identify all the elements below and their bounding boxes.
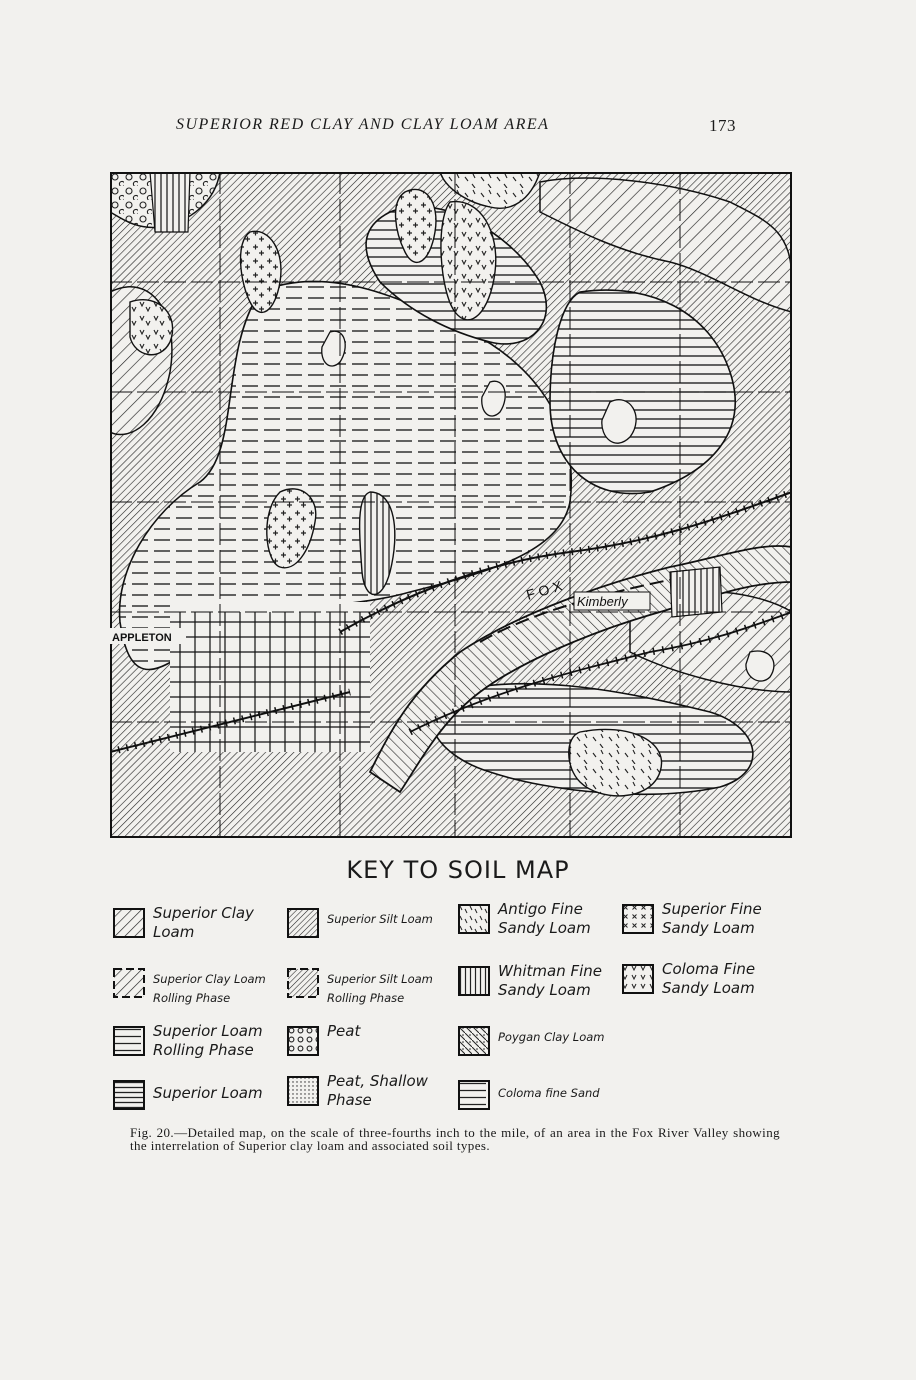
legend-label: Coloma Fine Sandy Loam <box>662 960 756 997</box>
map-label-kimberly: Kimberly <box>577 594 628 609</box>
legend-label: Superior Loam Rolling Phase <box>153 1022 263 1059</box>
legend-label: Peat, Shallow Phase <box>327 1072 428 1109</box>
swatch-diag-light-broken <box>113 968 145 998</box>
swatch-circles <box>287 1026 319 1056</box>
legend-label: Superior Clay Loam <box>153 904 254 941</box>
swatch-diag-dense-broken <box>287 968 319 998</box>
figure-caption: Fig. 20.—Detailed map, on the scale of three-fourths inch to the mile, of an area in the Fox River Valley showing the interrelation of Superior clay loam and associated soil types. <box>130 1125 780 1153</box>
swatch-crosses <box>622 904 654 934</box>
swatch-diag-dots <box>458 1026 490 1056</box>
legend-label: Peat <box>327 1022 361 1040</box>
swatch-horiz-dash <box>458 1080 490 1110</box>
map-regions <box>110 172 792 838</box>
soil-map <box>110 172 792 838</box>
swatch-diag-dense <box>287 908 319 938</box>
map-label-river: F O X <box>524 577 564 603</box>
legend-item-peat <box>287 1022 437 1068</box>
legend-label: Antigo Fine Sandy Loam <box>498 900 591 937</box>
legend-item-antigo-fine-sandy-loam <box>458 900 618 946</box>
swatch-horiz <box>113 1080 145 1110</box>
legend-item-superior-clay-loam-rolling <box>113 964 288 1010</box>
legend-item-superior-loam-rolling <box>113 1022 283 1068</box>
legend-title: KEY TO SOIL MAP <box>346 856 570 884</box>
swatch-diag-light <box>113 908 145 938</box>
legend-item-superior-clay-loam <box>113 904 283 950</box>
legend-label: Superior Loam <box>153 1084 263 1102</box>
legend-item-superior-silt-loam <box>287 904 457 950</box>
running-head <box>176 116 736 138</box>
legend-label: Superior Silt Loam Rolling Phase <box>327 972 433 1005</box>
running-head-title: SUPERIOR RED CLAY AND CLAY LOAM AREA <box>176 116 550 133</box>
legend-label: Superior Silt Loam <box>327 912 433 926</box>
legend-label: Coloma fine Sand <box>498 1086 600 1100</box>
legend-item-whitman-fine-sandy-loam <box>458 962 618 1008</box>
legend-item-peat-shallow <box>287 1072 457 1118</box>
legend-item-superior-silt-loam-rolling <box>287 964 457 1010</box>
legend-label: Superior Clay Loam Rolling Phase <box>153 972 266 1005</box>
legend-item-coloma-fine-sandy-loam <box>622 960 797 1006</box>
swatch-vertical <box>458 966 490 996</box>
legend-item-superior-loam <box>113 1076 283 1122</box>
swatch-horiz-broken <box>113 1026 145 1056</box>
swatch-dots <box>287 1076 319 1106</box>
page-number: 173 <box>709 116 736 135</box>
legend-label: Whitman Fine Sandy Loam <box>498 962 602 999</box>
map-label-appleton: APPLETON <box>112 632 172 644</box>
swatch-vees <box>622 964 654 994</box>
legend-item-coloma-fine-sand <box>458 1076 628 1122</box>
legend-label: Superior Fine Sandy Loam <box>662 900 762 937</box>
swatch-ticks <box>458 904 490 934</box>
legend-item-poygan-clay-loam <box>458 1022 628 1068</box>
legend-item-superior-fine-sandy-loam <box>622 900 797 946</box>
legend-label: Poygan Clay Loam <box>498 1030 605 1044</box>
